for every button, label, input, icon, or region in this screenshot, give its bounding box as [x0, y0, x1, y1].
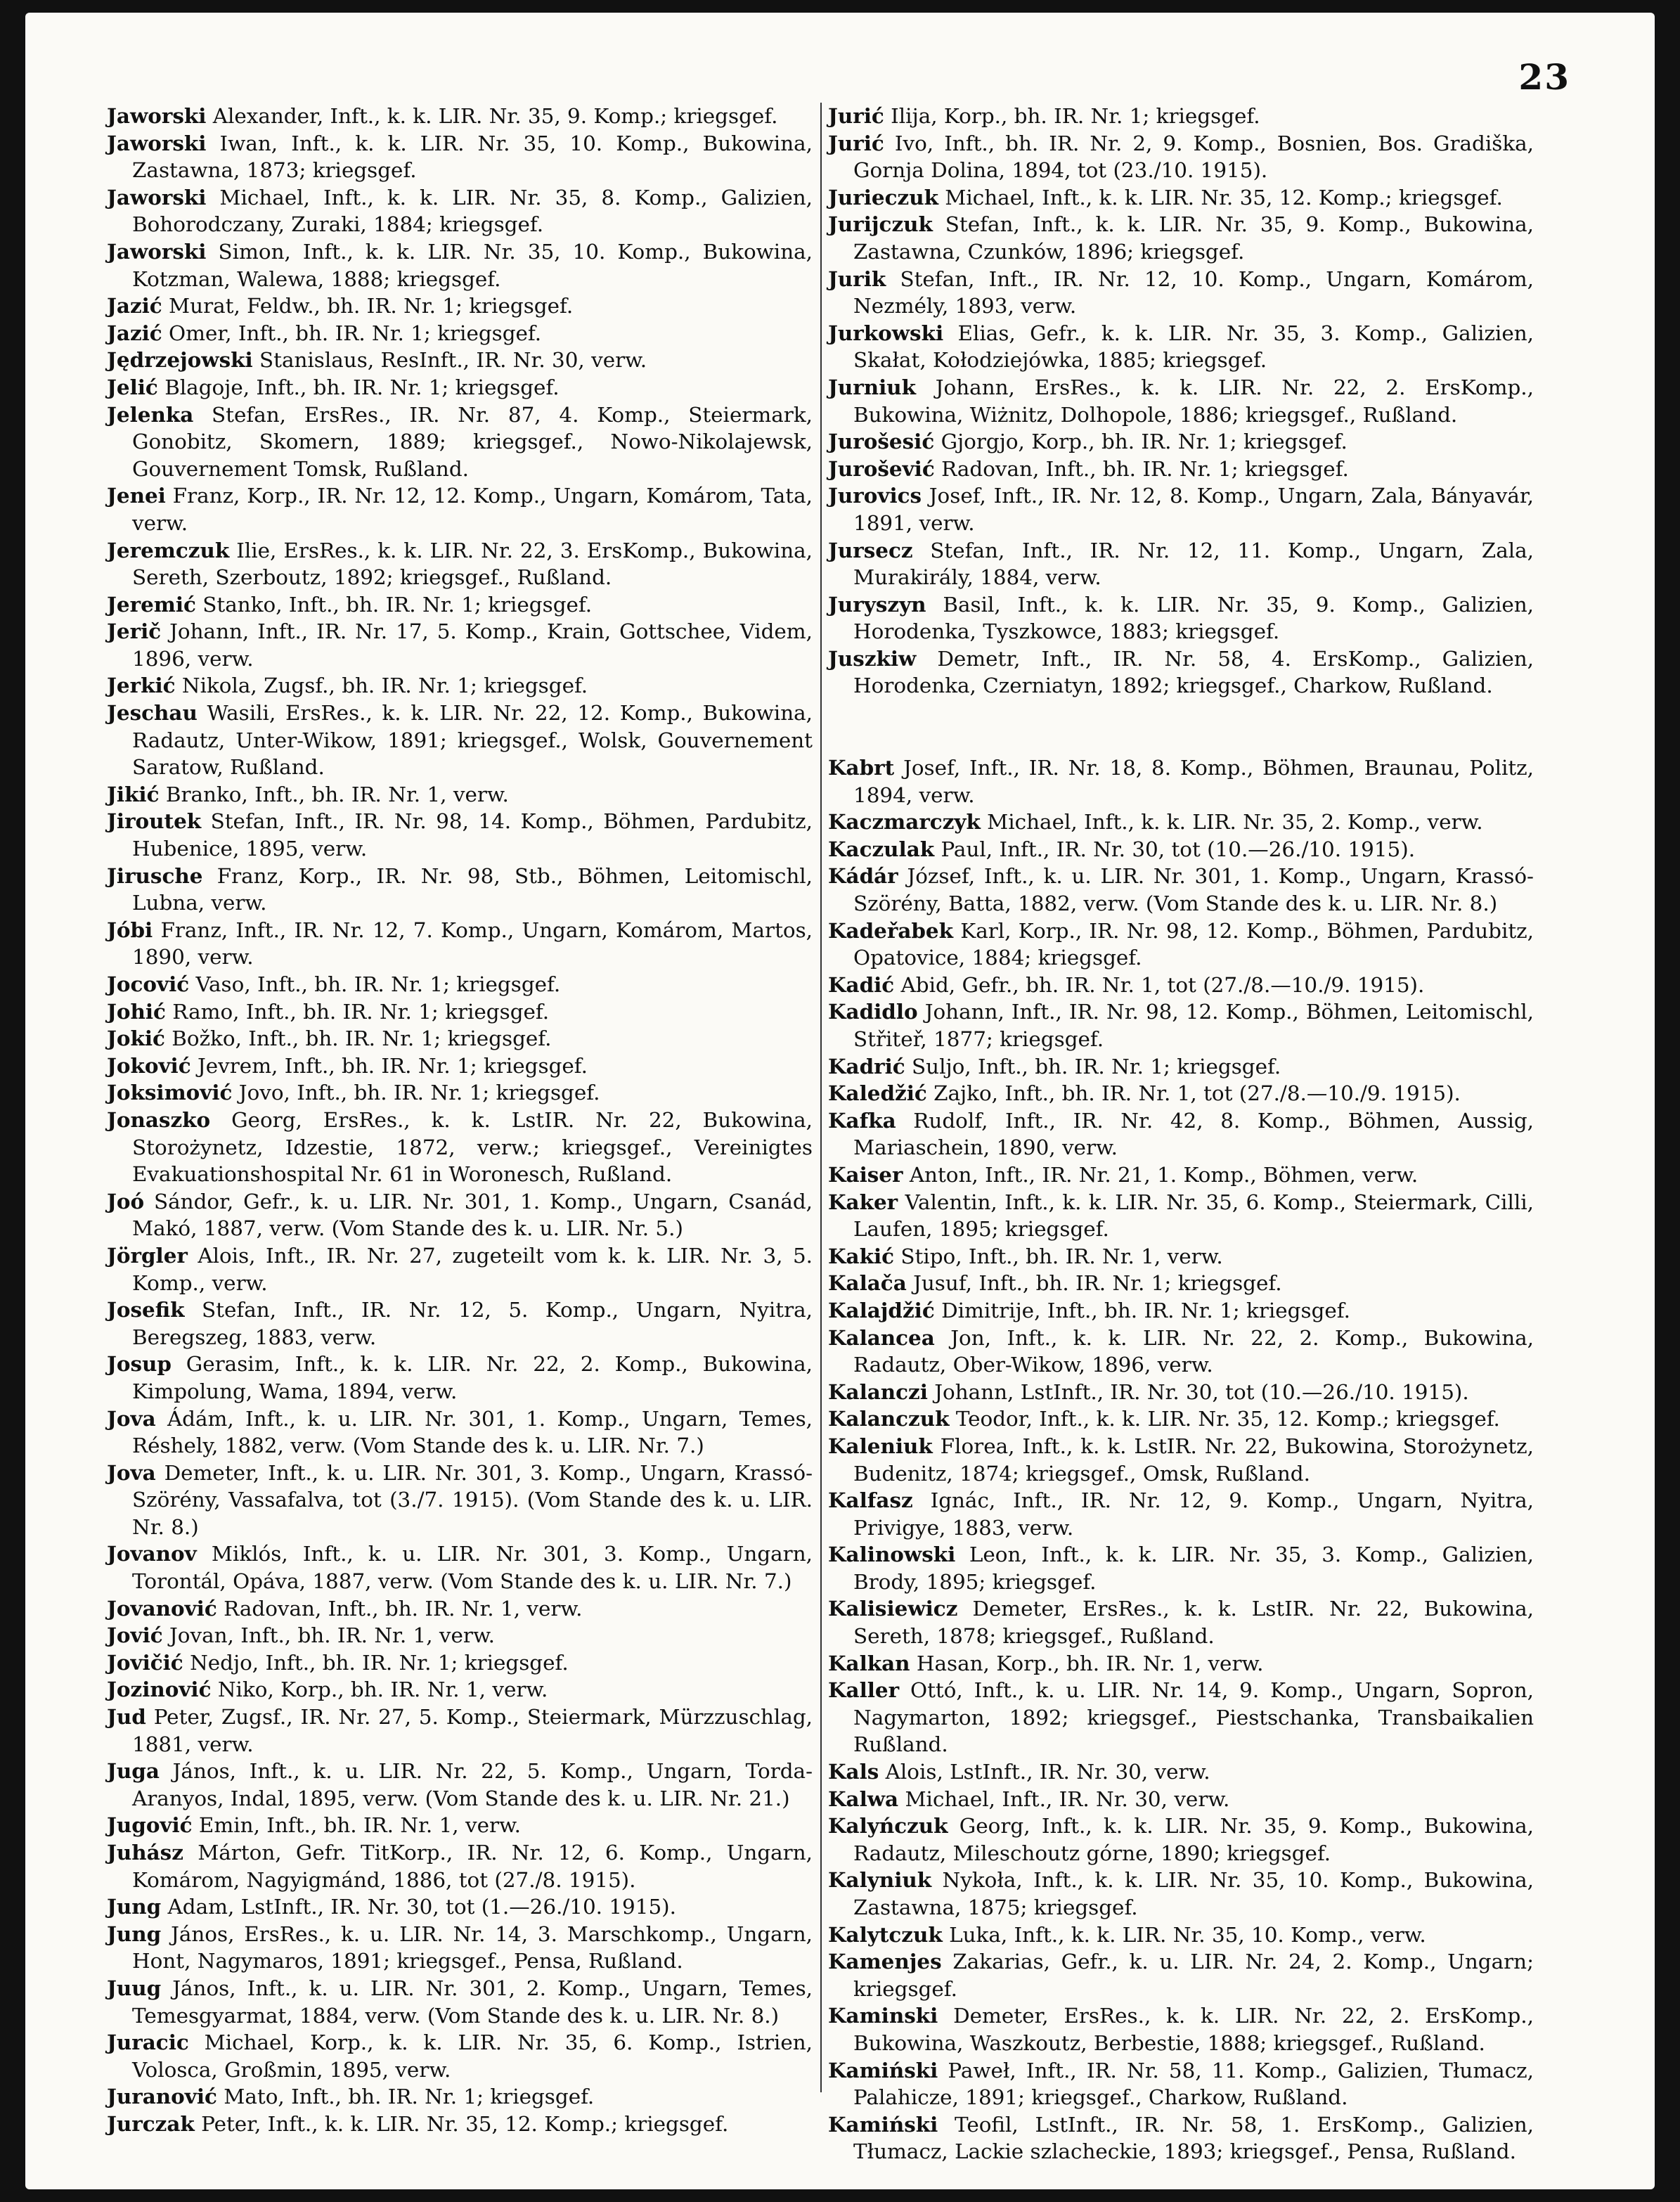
- register-entry: [107, 1704, 813, 1758]
- entry-details: Ottó, Inft., k. u. LIR. Nr. 14, 9. Komp., Ungarn, Sopron, Nagymarton, 1892; kriegsgef., Piestschanka, Transbaikalien Rußland.: [853, 1678, 1534, 1757]
- entry-details: Michael, Inft., k. k. LIR. Nr. 35, 2. Komp., verw.: [987, 810, 1483, 835]
- register-entry: [828, 1080, 1534, 1107]
- entry-surname: Kalfasz: [828, 1488, 913, 1513]
- register-entry: [828, 1595, 1534, 1649]
- register-entry: [828, 2111, 1534, 2165]
- entry-details: Stipo, Inft., bh. IR. Nr. 1, verw.: [900, 1244, 1223, 1268]
- register-entry: [828, 1189, 1534, 1243]
- page-sheet: [25, 13, 1655, 2189]
- entry-surname: Juug: [107, 1975, 162, 2000]
- register-entry: [828, 1813, 1534, 1867]
- entry-details: Stefan, Inft., IR. Nr. 12, 11. Komp., Ungarn, Zala, Murakirály, 1884, verw.: [853, 538, 1534, 590]
- register-entry: [107, 1188, 813, 1242]
- register-entry: [828, 130, 1534, 184]
- entry-details: Demeter, ErsRes., k. k. LIR. Nr. 22, 2. ErsKomp., Bukowina, Waszkoutz, Berbestie, 1888; kriegsgef., Rußland.: [853, 2004, 1534, 2055]
- entry-surname: Kalanczi: [828, 1379, 928, 1404]
- column-divider: [820, 103, 822, 2092]
- register-entry: [107, 971, 813, 998]
- entry-surname: Jurošević: [828, 456, 935, 481]
- register-entry: [107, 1758, 813, 1812]
- entry-surname: Jova: [107, 1460, 156, 1485]
- entry-surname: Jokić: [107, 1026, 165, 1051]
- entry-details: Basil, Inft., k. k. LIR. Nr. 35, 9. Komp., Galizien, Horodenka, Tyszkowce, 1883; kriegsgef.: [853, 592, 1534, 644]
- entry-details: Ivo, Inft., bh. IR. Nr. 2, 9. Komp., Bosnien, Bos. Gradiška, Gornja Dolina, 1894, tot (23./10. 1915).: [853, 131, 1534, 183]
- entry-surname: Jazić: [107, 320, 162, 345]
- entry-surname: Jurieczuk: [828, 184, 938, 210]
- entry-details: Stanko, Inft., bh. IR. Nr. 1; kriegsgef.: [202, 592, 593, 617]
- register-entry: [828, 211, 1534, 265]
- entry-surname: Kamiński: [828, 2111, 938, 2137]
- entry-details: Branko, Inft., bh. IR. Nr. 1, verw.: [165, 782, 509, 806]
- entry-surname: Kalancea: [828, 1325, 935, 1350]
- register-entry: [107, 1025, 813, 1052]
- entry-surname: Kalajdžić: [828, 1297, 935, 1322]
- k-section: [828, 754, 1534, 2165]
- entry-details: Nykoła, Inft., k. k. LIR. Nr. 35, 10. Komp., Bukowina, Zastawna, 1875; kriegsgef.: [853, 1868, 1534, 1919]
- register-entry: [107, 238, 813, 292]
- entry-surname: Jovičić: [107, 1649, 183, 1675]
- register-entry: [107, 2029, 813, 2083]
- register-entry: [107, 1079, 813, 1107]
- entry-surname: Jeschau: [107, 700, 198, 726]
- entry-details: Ilie, ErsRes., k. k. LIR. Nr. 22, 3. ErsKomp., Bukowina, Sereth, Szerboutz, 1892; kriegsgef., Rußland.: [132, 538, 813, 590]
- entry-details: Stefan, Inft., IR. Nr. 12, 5. Komp., Ungarn, Nyitra, Beregszeg, 1883, verw.: [132, 1298, 813, 1349]
- entry-surname: Josefik: [107, 1297, 185, 1322]
- entry-surname: Kakić: [828, 1243, 895, 1268]
- register-entry: [107, 1622, 813, 1649]
- register-entry: [107, 1351, 813, 1405]
- entry-surname: Jurovics: [828, 483, 922, 508]
- entry-surname: Kaiser: [828, 1161, 903, 1187]
- register-entry: [828, 863, 1534, 917]
- entry-details: Mato, Inft., bh. IR. Nr. 1; kriegsgef.: [224, 2085, 595, 2109]
- register-entry: [107, 2083, 813, 2111]
- register-entry: [107, 347, 813, 374]
- entry-details: Radovan, Inft., bh. IR. Nr. 1; kriegsgef.: [941, 456, 1349, 481]
- register-entry: [828, 1107, 1534, 1161]
- entry-surname: Kádár: [828, 863, 898, 889]
- entry-surname: Jursecz: [828, 537, 913, 562]
- entry-details: Jovan, Inft., bh. IR. Nr. 1, verw.: [169, 1623, 495, 1648]
- entry-details: Michael, Korp., k. k. LIR. Nr. 35, 6. Komp., Istrien, Volosca, Großmin, 1895, verw.: [132, 2030, 813, 2082]
- entry-details: Florea, Inft., k. k. LstIR. Nr. 22, Bukowina, Storożynetz, Budenitz, 1874; kriegsgef., Omsk, Rußland.: [853, 1434, 1534, 1486]
- entry-surname: Jurijczuk: [828, 212, 933, 237]
- entry-details: János, Inft., k. u. LIR. Nr. 301, 2. Komp., Ungarn, Temes, Temesgyarmat, 1884, verw. (Vom Stande des k. u. LIR. Nr. 8.): [132, 1976, 813, 2028]
- entry-details: Michael, Inft., k. k. LIR. Nr. 35, 12. Komp.; kriegsgef.: [945, 185, 1503, 210]
- entry-details: Niko, Korp., bh. IR. Nr. 1, verw.: [217, 1678, 548, 1702]
- entry-details: Franz, Inft., IR. Nr. 12, 7. Komp., Ungarn, Komárom, Martos, 1890, verw.: [132, 918, 813, 970]
- register-entry: [828, 809, 1534, 836]
- entry-details: Ramo, Inft., bh. IR. Nr. 1; kriegsgef.: [172, 999, 550, 1024]
- register-entry: [828, 184, 1534, 212]
- entry-surname: Joković: [107, 1052, 191, 1078]
- entry-details: Márton, Gefr. TitKorp., IR. Nr. 12, 6. Komp., Ungarn, Komárom, Nagyigmánd, 1886, tot (27./8. 1915).: [132, 1841, 813, 1892]
- register-entry: [828, 1786, 1534, 1813]
- register-entry: [828, 1297, 1534, 1325]
- register-entry: [107, 1839, 813, 1893]
- register-entry: [107, 618, 813, 672]
- entry-details: Johann, LstInft., IR. Nr. 30, tot (10.—26./10. 1915).: [934, 1379, 1469, 1404]
- entry-details: Iwan, Inft., k. k. LIR. Nr. 35, 10. Komp., Bukowina, Zastawna, 1873; kriegsgef.: [132, 131, 813, 183]
- section-gap: [828, 700, 1534, 754]
- register-entry: [828, 1867, 1534, 1921]
- entry-surname: Kalanczuk: [828, 1406, 950, 1431]
- entry-details: Peter, Inft., k. k. LIR. Nr. 35, 12. Komp.; kriegsgef.: [201, 2111, 729, 2136]
- entry-surname: Johić: [107, 998, 166, 1024]
- entry-details: Ilija, Korp., bh. IR. Nr. 1; kriegsgef.: [891, 104, 1260, 128]
- entry-surname: Jenei: [107, 483, 166, 508]
- entry-surname: Kaminski: [828, 2003, 938, 2028]
- entry-surname: Jazić: [107, 293, 162, 318]
- register-entry: [107, 1595, 813, 1623]
- register-entry: [107, 1893, 813, 1921]
- register-entry: [107, 184, 813, 238]
- entry-surname: Jerič: [107, 619, 162, 644]
- entry-details: Josef, Inft., IR. Nr. 12, 8. Komp., Ungarn, Zala, Bányavár, 1891, verw.: [853, 484, 1534, 535]
- entry-surname: Jeremić: [107, 591, 196, 617]
- entry-surname: Jaworski: [107, 130, 207, 155]
- register-entry: [107, 482, 813, 536]
- entry-surname: Jiroutek: [107, 809, 202, 834]
- entry-details: Omer, Inft., bh. IR. Nr. 1; kriegsgef.: [169, 321, 542, 345]
- entry-surname: Jaworski: [107, 238, 207, 264]
- register-entry: [107, 130, 813, 184]
- entry-surname: Jaworski: [107, 103, 207, 128]
- register-entry: [107, 1540, 813, 1595]
- left-column: [107, 103, 813, 2138]
- entry-details: József, Inft., k. u. LIR. Nr. 301, 1. Komp., Ungarn, Krassó-Szörény, Batta, 1882, verw. (Vom Stande des k. u. LIR. Nr. 8.): [853, 864, 1534, 916]
- entry-details: Ignác, Inft., IR. Nr. 12, 9. Komp., Ungarn, Nyitra, Privigye, 1883, verw.: [853, 1488, 1534, 1540]
- entry-details: Luka, Inft., k. k. LIR. Nr. 35, 10. Komp., verw.: [949, 1922, 1426, 1947]
- entry-surname: Kadidlo: [828, 999, 918, 1024]
- register-entry: [107, 1296, 813, 1351]
- entry-details: Suljo, Inft., bh. IR. Nr. 1; kriegsgef.: [912, 1054, 1281, 1079]
- entry-details: Rudolf, Inft., IR. Nr. 42, 8. Komp., Böhmen, Aussig, Mariaschein, 1890, verw.: [853, 1108, 1534, 1160]
- entry-surname: Juhász: [107, 1840, 183, 1865]
- register-entry: [107, 1649, 813, 1677]
- entry-details: Paul, Inft., IR. Nr. 30, tot (10.—26./10. 1915).: [941, 837, 1416, 861]
- entry-surname: Jeremczuk: [107, 537, 230, 562]
- entry-surname: Kadrić: [828, 1053, 905, 1079]
- register-entry: [107, 1242, 813, 1296]
- entry-details: Michael, Inft., k. k. LIR. Nr. 35, 8. Komp., Galizien, Bohorodczany, Zuraki, 1884; kriegsgef.: [132, 185, 813, 237]
- entry-surname: Kalisiewicz: [828, 1596, 958, 1621]
- entry-details: Anton, Inft., IR. Nr. 21, 1. Komp., Böhmen, verw.: [909, 1162, 1419, 1187]
- entry-details: Adam, LstInft., IR. Nr. 30, tot (1.—26./10. 1915).: [167, 1895, 676, 1919]
- register-entry: [107, 1405, 813, 1460]
- entry-surname: Kafka: [828, 1107, 896, 1133]
- entry-details: Stanislaus, ResInft., IR. Nr. 30, verw.: [259, 348, 647, 373]
- entry-details: Sándor, Gefr., k. u. LIR. Nr. 301, 1. Komp., Ungarn, Csanád, Makó, 1887, verw. (Vom Stande des k. u. LIR. Nr. 5.): [132, 1189, 813, 1241]
- entry-surname: Jurkowski: [828, 320, 944, 345]
- entry-details: Alois, Inft., IR. Nr. 27, zugeteilt vom k. k. LIR. Nr. 3, 5. Komp., verw.: [132, 1243, 813, 1295]
- entry-surname: Jugović: [107, 1813, 193, 1838]
- register-entry: [828, 998, 1534, 1052]
- entry-surname: Jelić: [107, 374, 158, 399]
- entry-details: Blagoje, Inft., bh. IR. Nr. 1; kriegsgef.: [164, 375, 560, 399]
- entry-surname: Kalkan: [828, 1650, 910, 1675]
- register-entry: [828, 1325, 1534, 1379]
- entry-details: Nikola, Zugsf., bh. IR. Nr. 1; kriegsgef.: [181, 674, 588, 698]
- register-entry: [107, 2111, 813, 2138]
- entry-details: Jevrem, Inft., bh. IR. Nr. 1; kriegsgef.: [197, 1053, 588, 1078]
- register-entry: [107, 1676, 813, 1704]
- register-entry: [828, 1433, 1534, 1487]
- entry-surname: Jurik: [828, 266, 886, 291]
- entry-details: Zakarias, Gefr., k. u. LIR. Nr. 24, 2. Komp., Ungarn; kriegsgef.: [853, 1950, 1534, 2001]
- register-entry: [828, 972, 1534, 999]
- entry-surname: Jurczak: [107, 2111, 195, 2136]
- register-entry: [107, 537, 813, 591]
- entry-surname: Juga: [107, 1758, 160, 1784]
- register-entry: [107, 1052, 813, 1080]
- register-entry: [107, 374, 813, 401]
- entry-details: Gerasim, Inft., k. k. LIR. Nr. 22, 2. Komp., Bukowina, Kimpolung, Wama, 1894, verw.: [132, 1352, 813, 1403]
- entry-details: Franz, Korp., IR. Nr. 98, Stb., Böhmen, Leitomischl, Lubna, verw.: [132, 863, 813, 915]
- entry-details: Stefan, ErsRes., IR. Nr. 87, 4. Komp., Steiermark, Gonobitz, Skomern, 1889; kriegsgef., Nowo-Nikolajewsk, Gouvernement Tomsk, Rußland.: [132, 402, 813, 481]
- register-entry: [107, 917, 813, 971]
- entry-surname: Kamenjes: [828, 1949, 942, 1974]
- entry-details: Abid, Gefr., bh. IR. Nr. 1, tot (27./8.—10./9. 1915).: [900, 972, 1425, 997]
- register-entry: [107, 700, 813, 781]
- register-entry: [107, 401, 813, 483]
- register-entry: [107, 1107, 813, 1188]
- entry-surname: Juracic: [107, 2030, 189, 2055]
- entry-surname: Jikić: [107, 781, 160, 806]
- entry-surname: Kamiński: [828, 2057, 938, 2082]
- entry-surname: Kalača: [828, 1270, 907, 1296]
- entry-details: Georg, Inft., k. k. LIR. Nr. 35, 9. Komp., Bukowina, Radautz, Mileschoutz górne, 1890; kriegsgef.: [853, 1814, 1534, 1865]
- entry-details: Stefan, Inft., k. k. LIR. Nr. 35, 9. Komp., Bukowina, Zastawna, Czunków, 1896; kriegsgef.: [853, 212, 1534, 264]
- entry-details: Valentin, Inft., k. k. LIR. Nr. 35, 6. Komp., Steiermark, Cilli, Laufen, 1895; kriegsgef.: [853, 1190, 1534, 1242]
- register-entry: [828, 537, 1534, 591]
- register-entry: [828, 1541, 1534, 1595]
- register-entry: [828, 1677, 1534, 1758]
- entry-surname: Kadeřabek: [828, 918, 953, 943]
- entry-details: Božko, Inft., bh. IR. Nr. 1; kriegsgef.: [172, 1026, 552, 1051]
- register-entry: [107, 863, 813, 917]
- entry-details: János, Inft., k. u. LIR. Nr. 22, 5. Komp., Ungarn, Torda-Aranyos, Indal, 1895, verw. (Vom Stande des k. u. LIR. Nr. 21.): [132, 1759, 813, 1810]
- entry-details: Peter, Zugsf., IR. Nr. 27, 5. Komp., Steiermark, Mürzzuschlag, 1881, verw.: [132, 1705, 813, 1756]
- register-entry: [828, 1161, 1534, 1189]
- entry-surname: Jovanov: [107, 1541, 197, 1566]
- entry-surname: Juranović: [107, 2084, 217, 2109]
- entry-details: Dimitrije, Inft., bh. IR. Nr. 1; kriegsgef.: [941, 1298, 1350, 1322]
- entry-surname: Kals: [828, 1759, 879, 1784]
- register-entry: [107, 292, 813, 320]
- entry-surname: Jirusche: [107, 863, 203, 888]
- register-entry: [107, 320, 813, 347]
- entry-details: Karl, Korp., IR. Nr. 98, 12. Komp., Böhmen, Pardubitz, Opatovice, 1884; kriegsgef.: [853, 918, 1534, 970]
- entry-surname: Jović: [107, 1623, 163, 1648]
- entry-details: Demeter, Inft., k. u. LIR. Nr. 301, 3. Komp., Ungarn, Krassó-Szörény, Vassafalva, tot (3./7. 1915). (Vom Stande des k. u. LIR. Nr. 8.): [132, 1460, 813, 1539]
- register-entry: [828, 2002, 1534, 2056]
- entry-details: Johann, ErsRes., k. k. LIR. Nr. 22, 2. ErsKomp., Bukowina, Wiżnitz, Dolhopole, 1886; kriegsgef., Rußland.: [853, 375, 1534, 427]
- entry-details: Johann, Inft., IR. Nr. 98, 12. Komp., Böhmen, Leitomischl, Střiteř, 1877; kriegsgef.: [853, 1000, 1534, 1051]
- entry-details: Radovan, Inft., bh. IR. Nr. 1, verw.: [224, 1596, 583, 1621]
- entry-surname: Jung: [107, 1894, 162, 1919]
- entry-surname: Jurić: [828, 130, 884, 155]
- register-entry: [107, 591, 813, 619]
- entry-surname: Jozinović: [107, 1677, 212, 1702]
- entry-details: Franz, Korp., IR. Nr. 12, 12. Komp., Ungarn, Komárom, Tata, verw.: [132, 484, 813, 535]
- entry-details: János, ErsRes., k. u. LIR. Nr. 14, 3. Marschkomp., Ungarn, Hont, Nagymaros, 1891; kriegsgef., Pensa, Rußland.: [132, 1921, 813, 1974]
- register-entry: [828, 103, 1534, 130]
- entry-details: Josef, Inft., IR. Nr. 18, 8. Komp., Böhmen, Braunau, Politz, 1894, verw.: [853, 756, 1534, 807]
- entry-surname: Kalyńczuk: [828, 1813, 948, 1839]
- page-number: 23: [1518, 56, 1570, 98]
- entry-details: Gjorgjo, Korp., bh. IR. Nr. 1; kriegsgef.: [941, 430, 1348, 454]
- entry-surname: Jud: [107, 1704, 146, 1730]
- entry-details: Elias, Gefr., k. k. LIR. Nr. 35, 3. Komp., Galizien, Skałat, Kołodziejówka, 1885; kriegsgef.: [853, 321, 1534, 373]
- register-entry: [828, 482, 1534, 536]
- entry-surname: Kaker: [828, 1189, 898, 1214]
- register-entry: [828, 1948, 1534, 2002]
- entry-surname: Jurniuk: [828, 374, 917, 399]
- register-entry: [828, 1405, 1534, 1433]
- register-entry: [828, 320, 1534, 374]
- register-entry: [107, 1812, 813, 1839]
- register-entry: [828, 1650, 1534, 1678]
- entry-details: Hasan, Korp., bh. IR. Nr. 1, verw.: [916, 1651, 1264, 1675]
- entry-details: Ádám, Inft., k. u. LIR. Nr. 301, 1. Komp., Ungarn, Temes, Réshely, 1882, verw. (Vom Stande des k. u. LIR. Nr. 7.): [132, 1406, 813, 1458]
- entry-details: Jusuf, Inft., bh. IR. Nr. 1; kriegsgef.: [913, 1271, 1282, 1296]
- entry-surname: Jocović: [107, 972, 190, 996]
- entry-details: Vaso, Inft., bh. IR. Nr. 1; kriegsgef.: [195, 972, 561, 996]
- entry-details: Emin, Inft., bh. IR. Nr. 1, verw.: [198, 1813, 522, 1838]
- entry-surname: Jurošesić: [828, 429, 935, 454]
- entry-details: Georg, ErsRes., k. k. LstIR. Nr. 22, Bukowina, Storożynetz, Idzestie, 1872, verw.; kriegsgef., Vereinigtes Evakuationshospital Nr. 61 in Woronesch, Rußland.: [132, 1107, 813, 1187]
- register-entry: [828, 1379, 1534, 1406]
- entry-surname: Jóbi: [107, 917, 153, 942]
- entry-details: Nedjo, Inft., bh. IR. Nr. 1; kriegsgef.: [190, 1650, 569, 1675]
- entry-surname: Jung: [107, 1921, 162, 1946]
- entry-surname: Jelenka: [107, 401, 194, 427]
- entry-surname: Joksimović: [107, 1080, 233, 1105]
- register-entry: [828, 918, 1534, 972]
- entry-details: Demeter, ErsRes., k. k. LstIR. Nr. 22, Bukowina, Sereth, 1878; kriegsgef., Rußland.: [853, 1597, 1534, 1649]
- entry-details: Simon, Inft., k. k. LIR. Nr. 35, 10. Komp., Bukowina, Kotzman, Walewa, 1888; kriegsgef.: [132, 239, 813, 291]
- entry-details: Zajko, Inft., bh. IR. Nr. 1, tot (27./8.—10./9. 1915).: [933, 1081, 1461, 1106]
- register-entry: [107, 998, 813, 1026]
- register-entry: [828, 456, 1534, 483]
- register-entry: [107, 808, 813, 862]
- entry-details: Demetr, Inft., IR. Nr. 58, 4. ErsKomp., Galizien, Horodenka, Czerniatyn, 1892; kriegsgef., Charkow, Rußland.: [853, 646, 1534, 698]
- entry-details: Jovo, Inft., bh. IR. Nr. 1; kriegsgef.: [238, 1081, 600, 1105]
- register-entry: [828, 1243, 1534, 1270]
- entry-details: Jon, Inft., k. k. LIR. Nr. 22, 2. Komp., Bukowina, Radautz, Ober-Wikow, 1896, verw.: [853, 1325, 1534, 1377]
- entry-surname: Kabrt: [828, 755, 895, 780]
- entry-details: Stefan, Inft., IR. Nr. 98, 14. Komp., Böhmen, Pardubitz, Hubenice, 1895, verw.: [132, 809, 813, 861]
- entry-surname: Kadić: [828, 972, 895, 997]
- register-entry: [828, 1921, 1534, 1949]
- entry-details: Alois, LstInft., IR. Nr. 30, verw.: [885, 1760, 1210, 1784]
- entry-surname: Josup: [107, 1351, 172, 1377]
- register-entry: [828, 428, 1534, 456]
- entry-surname: Joó: [107, 1188, 145, 1213]
- entry-surname: Juszkiw: [828, 645, 917, 671]
- entry-surname: Kaller: [828, 1678, 900, 1703]
- entry-surname: Jovanović: [107, 1595, 217, 1621]
- register-entry: [828, 1053, 1534, 1081]
- entry-details: Paweł, Inft., IR. Nr. 58, 11. Komp., Galizien, Tłumacz, Palahicze, 1891; kriegsgef., Charkow, Rußland.: [853, 2058, 1534, 2110]
- entry-details: Murat, Feldw., bh. IR. Nr. 1; kriegsgef.: [169, 294, 574, 318]
- register-entry: [107, 103, 813, 130]
- register-entry: [828, 374, 1534, 428]
- entry-surname: Jörgler: [107, 1242, 188, 1268]
- entry-details: Wasili, ErsRes., k. k. LIR. Nr. 22, 12. Komp., Bukowina, Radautz, Unter-Wikow, 1891; kriegsgef., Wolsk, Gouvernement Saratow, Rußland.: [132, 701, 813, 780]
- register-entry: [828, 754, 1534, 809]
- entry-details: Teofil, LstInft., IR. Nr. 58, 1. ErsKomp., Galizien, Tłumacz, Lackie szlacheckie, 1893; kriegsgef., Pensa, Rußland.: [853, 2112, 1534, 2164]
- entry-surname: Jędrzejowski: [107, 347, 253, 373]
- entry-details: Miklós, Inft., k. u. LIR. Nr. 301, 3. Komp., Ungarn, Torontál, Opáva, 1887, verw. (Vom Stande des k. u. LIR. Nr. 7.): [132, 1542, 813, 1594]
- register-entry: [828, 645, 1534, 700]
- register-entry: [828, 1270, 1534, 1297]
- entry-surname: Jerkić: [107, 673, 176, 698]
- entry-surname: Kaleniuk: [828, 1433, 933, 1458]
- entry-details: Stefan, Inft., IR. Nr. 12, 10. Komp., Ungarn, Komárom, Nezmély, 1893, verw.: [853, 266, 1534, 318]
- entry-details: Alexander, Inft., k. k. LIR. Nr. 35, 9. Komp.; kriegsgef.: [212, 104, 778, 128]
- entry-surname: Kaczulak: [828, 836, 935, 861]
- register-entry: [107, 1975, 813, 2029]
- entry-details: Leon, Inft., k. k. LIR. Nr. 35, 3. Komp., Galizien, Brody, 1895; kriegsgef.: [853, 1543, 1534, 1594]
- register-entry: [828, 591, 1534, 645]
- entry-surname: Juryszyn: [828, 591, 926, 617]
- right-column: [828, 103, 1534, 2165]
- entry-details: Johann, Inft., IR. Nr. 17, 5. Komp., Krain, Gottschee, Videm, 1896, verw.: [132, 619, 813, 671]
- entry-surname: Jova: [107, 1405, 156, 1431]
- register-entry: [828, 266, 1534, 320]
- entry-surname: Jonaszko: [107, 1107, 211, 1132]
- register-entry: [828, 1758, 1534, 1786]
- entry-surname: Kaczmarczyk: [828, 809, 981, 835]
- register-entry: [828, 1487, 1534, 1541]
- register-entry: [828, 836, 1534, 863]
- j-section: [828, 103, 1534, 700]
- register-entry: [107, 781, 813, 809]
- entry-surname: Jaworski: [107, 184, 207, 210]
- entry-details: Michael, Inft., IR. Nr. 30, verw.: [905, 1786, 1230, 1811]
- register-entry: [107, 672, 813, 700]
- entry-surname: Kalytczuk: [828, 1921, 943, 1947]
- entry-surname: Kaledžić: [828, 1081, 927, 1106]
- entry-details: Teodor, Inft., k. k. LIR. Nr. 35, 12. Komp.; kriegsgef.: [955, 1407, 1500, 1431]
- register-entry: [107, 1921, 813, 1975]
- register-entry: [828, 2057, 1534, 2111]
- entry-surname: Kalinowski: [828, 1542, 956, 1567]
- entry-surname: Kalyniuk: [828, 1867, 932, 1893]
- register-entry: [107, 1460, 813, 1541]
- entry-surname: Kalwa: [828, 1786, 899, 1811]
- entry-surname: Jurić: [828, 103, 884, 128]
